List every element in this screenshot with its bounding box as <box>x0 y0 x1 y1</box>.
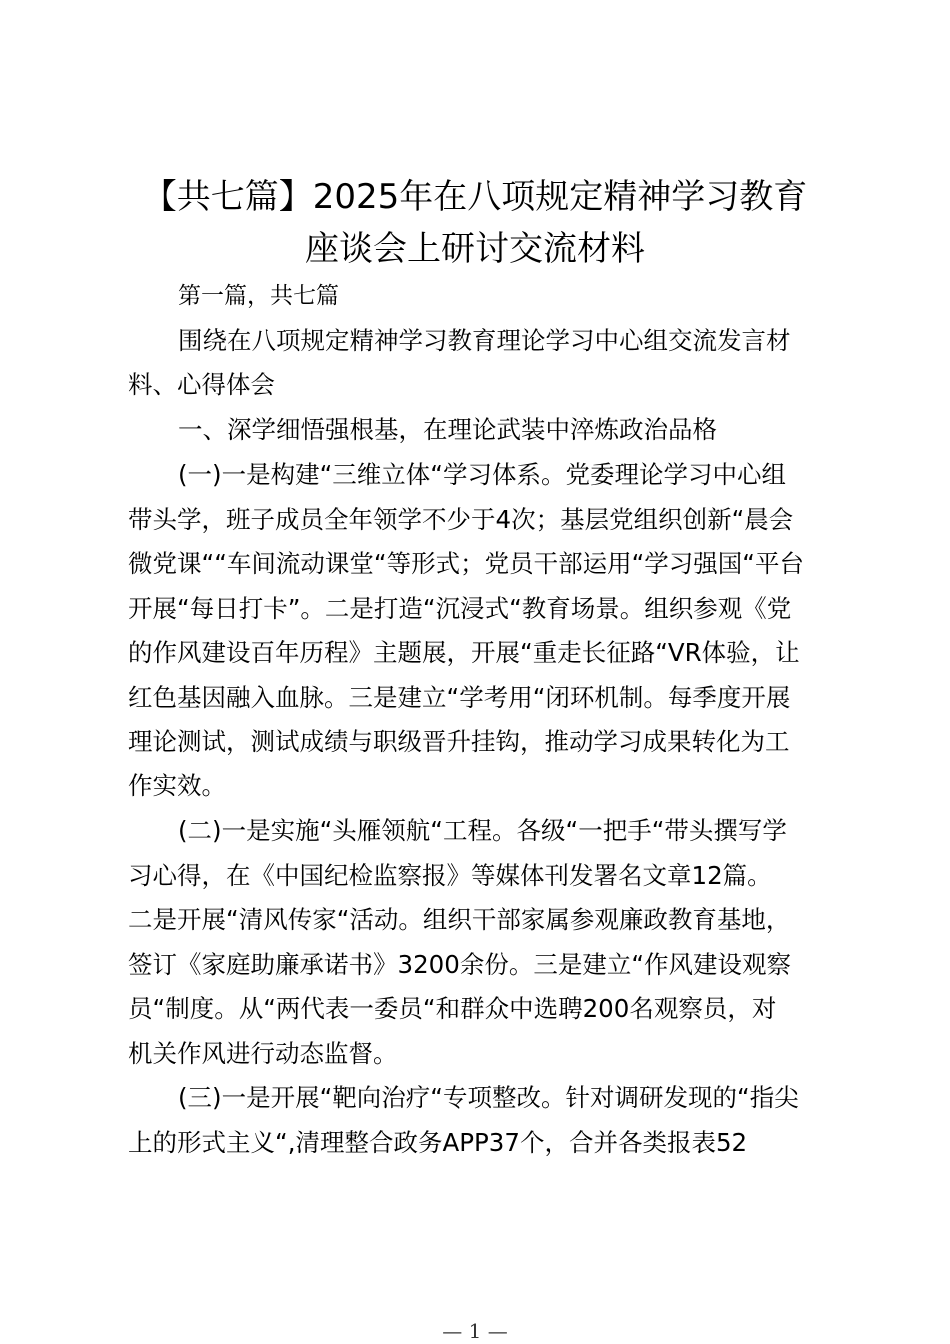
paragraph-line: 机关作风进行动态监督。 <box>128 1039 398 1068</box>
document-title-line-2: 座谈会上研讨交流材料 <box>305 229 645 269</box>
paragraph-line: 围绕在八项规定精神学习教育理论学习中心组交流发言材 <box>178 326 791 355</box>
paragraph-line: (三)一是开展“靶向治疗“专项整改。针对调研发现的“指尖 <box>178 1083 799 1112</box>
paragraph-line: 开展“每日打卡”。二是打造“沉浸式“教育场景。组织参观《党 <box>128 594 792 623</box>
paragraph-line: 红色基因融入血脉。三是建立“学考用“闭环机制。每季度开展 <box>128 683 791 712</box>
paragraph-line: 微党课““车间流动课堂“等形式；党员干部运用“学习强国“平台 <box>128 549 804 578</box>
paragraph-line: (二)一是实施“头雁领航“工程。各级“一把手“带头撰写学 <box>178 816 787 845</box>
subtitle: 第一篇，共七篇 <box>178 283 339 309</box>
paragraph-line: (一)一是构建“三维立体“学习体系。党委理论学习中心组 <box>178 460 786 489</box>
paragraph-line: 上的形式主义“,清理整合政务APP37个，合并各类报表52 <box>128 1128 748 1157</box>
document-title-line-1: 【共七篇】2025年在八项规定精神学习教育 <box>142 177 808 217</box>
section-heading: 一、深学细悟强根基，在理论武装中淬炼政治品格 <box>178 415 717 444</box>
paragraph-line: 料、心得体会 <box>128 370 275 399</box>
paragraph-line: 的作风建设百年历程》主题展，开展“重走长征路“VR体验，让 <box>128 638 800 667</box>
paragraph-line: 二是开展“清风传家“活动。组织干部家属参观廉政教育基地， <box>128 905 791 934</box>
paragraph-line: 带头学，班子成员全年领学不少于4次；基层党组织创新“晨会 <box>128 505 794 534</box>
page-number: — 1 — <box>442 1319 508 1343</box>
paragraph-line: 习心得，在《中国纪检监察报》等媒体刊发署名文章12篇。 <box>128 861 772 890</box>
paragraph-line: 员“制度。从“两代表一委员“和群众中选聘200名观察员，对 <box>128 994 777 1023</box>
paragraph-line: 理论测试，测试成绩与职级晋升挂钩，推动学习成果转化为工 <box>128 727 790 756</box>
paragraph-line: 作实效。 <box>128 771 226 800</box>
paragraph-line: 签订《家庭助廉承诺书》3200余份。三是建立“作风建设观察 <box>128 950 792 979</box>
